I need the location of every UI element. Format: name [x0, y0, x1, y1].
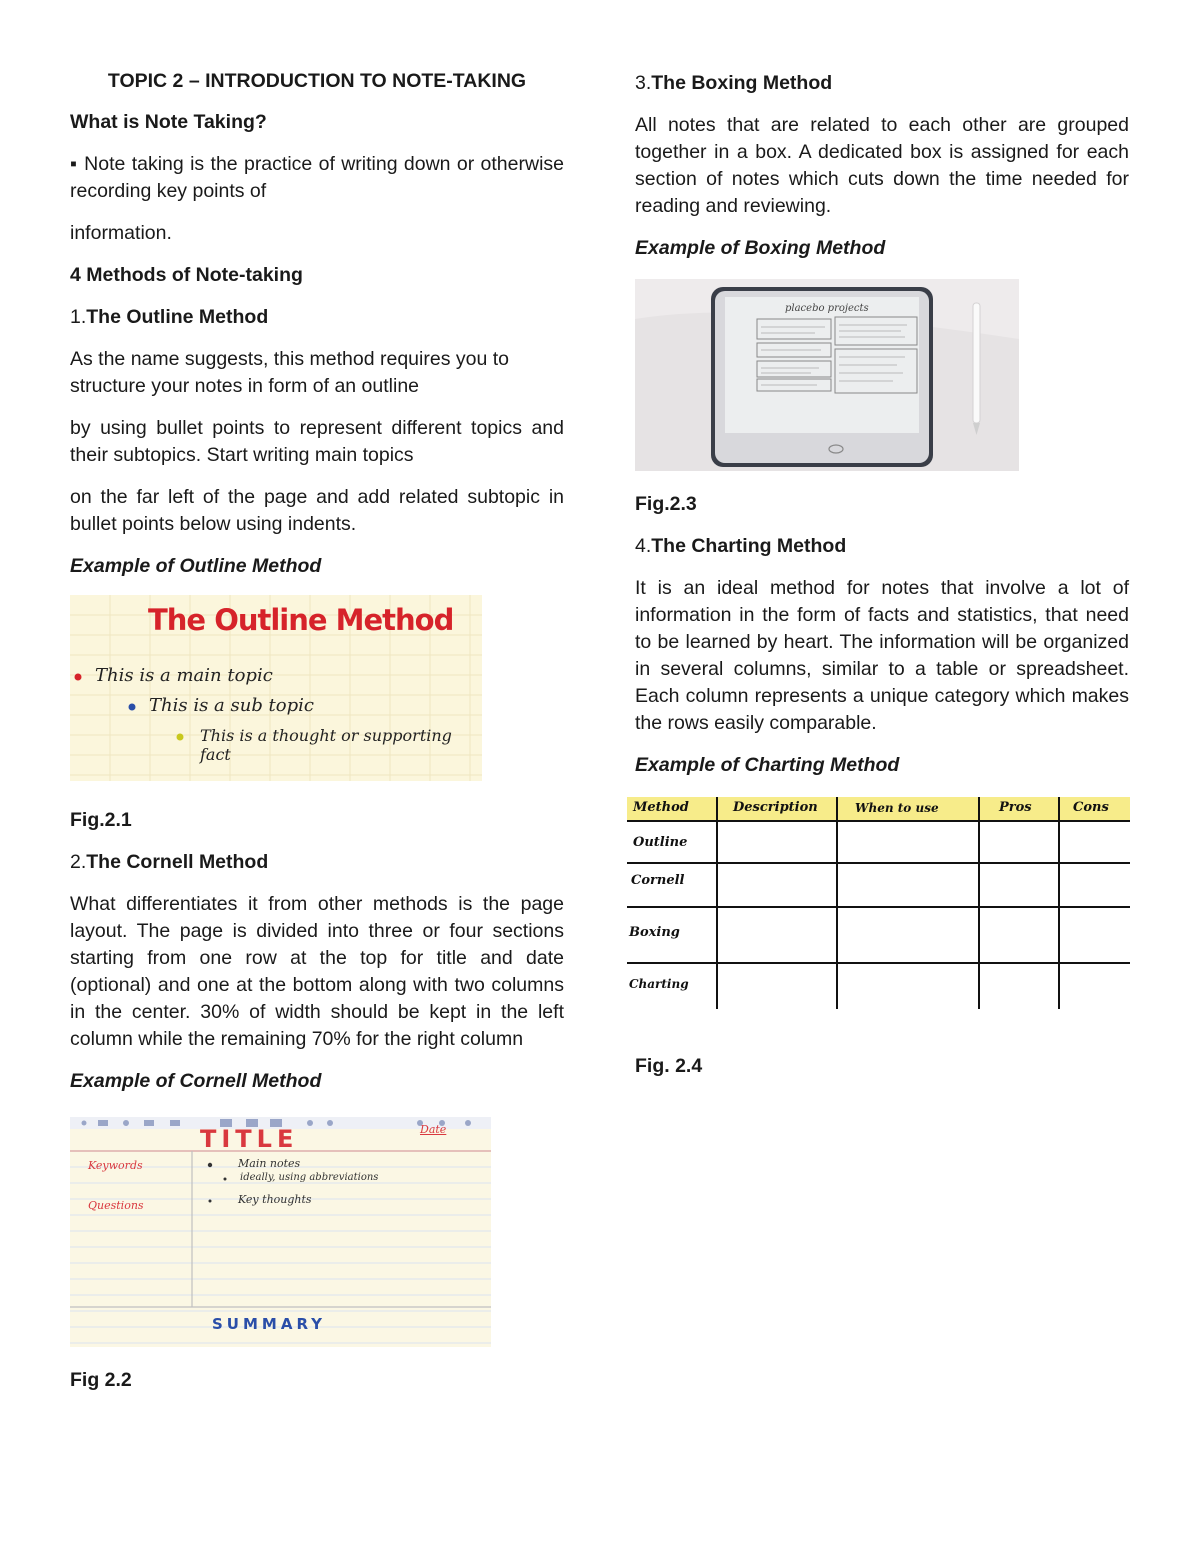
outline-paragraph-2: by using bullet points to represent different topics and their subtopics. Start writing main topics	[70, 417, 564, 466]
fig-2-3-label: Fig.2.3	[635, 493, 697, 515]
cornell-image-date: Date	[420, 1123, 447, 1136]
cornell-title: The Cornell Method	[86, 851, 269, 873]
chart-row-outline: Outline	[633, 835, 688, 850]
cornell-image-questions: Questions	[88, 1199, 144, 1212]
chart-col-cons: Cons	[1073, 800, 1109, 815]
chart-col-when-to-use: When to use	[855, 801, 939, 815]
fig-2-2-label: Fig 2.2	[70, 1369, 132, 1391]
cornell-image-title: TITLE	[200, 1125, 299, 1153]
definition-text: ▪ Note taking is the practice of writing down or otherwise recording key points of	[70, 153, 564, 202]
boxing-image-title: placebo projects	[785, 303, 869, 314]
cornell-method-image	[70, 1117, 491, 1347]
what-is-heading: What is Note Taking?	[70, 111, 267, 133]
fig-2-1-label: Fig.2.1	[70, 809, 132, 831]
fact-bullet	[177, 734, 184, 741]
chart-col-description: Description	[733, 800, 818, 815]
outline-image-fact: This is a thought or supporting fact	[200, 726, 452, 764]
chart-row-boxing: Boxing	[629, 925, 680, 940]
boxing-heading	[635, 70, 1129, 97]
charting-table-lines	[627, 797, 1130, 1009]
outline-image-sub-topic: This is a sub topic	[149, 695, 314, 716]
charting-number: 4.	[635, 535, 652, 557]
boxing-method-image	[635, 279, 1019, 471]
cornell-image-key-thoughts: Key thoughts	[238, 1193, 312, 1206]
outline-image-main-topic: This is a main topic	[95, 665, 273, 686]
outline-example-label: Example of Outline Method	[70, 555, 322, 577]
chart-row-cornell: Cornell	[631, 873, 685, 888]
outline-paragraph-1: As the name suggests, this method requires you to structure your notes in form of an outline	[70, 348, 509, 397]
chart-col-method: Method	[633, 800, 689, 815]
boxing-example-label: Example of Boxing Method	[635, 237, 886, 259]
methods-heading: 4 Methods of Note-taking	[70, 264, 303, 286]
outline-image-title: The Outline Method	[148, 603, 454, 637]
cornell-number: 2.	[70, 851, 87, 873]
outline-heading	[70, 304, 564, 331]
chart-col-pros: Pros	[999, 800, 1032, 815]
cornell-image-main-notes: Main notes	[238, 1157, 301, 1170]
cornell-example-label: Example of Cornell Method	[70, 1070, 322, 1092]
main-bullet	[75, 674, 82, 681]
cornell-paragraph: What differentiates it from other methods is the page layout. The page is divided into three or four sections starting from one row at the top for title and date (optional) and one at the bottom along with two columns in the center. 30% of width should be kept in the left column while the remaining 70% for the right column	[70, 893, 564, 1050]
stylus-pen	[973, 303, 980, 423]
fig-2-4-label: Fig. 2.4	[635, 1055, 703, 1077]
sub-bullet	[129, 704, 136, 711]
definition-text-cont: information.	[70, 222, 172, 244]
left-column	[70, 70, 564, 1409]
cornell-image-ideally: ideally, using abbreviations	[240, 1172, 379, 1183]
charting-method-image	[627, 797, 1130, 1009]
outline-title: The Outline Method	[86, 306, 269, 328]
chart-row-charting: Charting	[629, 977, 689, 991]
charting-example-label: Example of Charting Method	[635, 754, 900, 776]
page-title: TOPIC 2 – INTRODUCTION TO NOTE-TAKING	[107, 70, 527, 92]
cornell-heading	[70, 849, 564, 876]
charting-paragraph: It is an ideal method for notes that involve a lot of information in the form of facts and statistics, that need to be learned by heart. The information will be organized in several columns, similar to a table or spreadsheet. Each column represents a unique category which makes the rows easily comparable.	[635, 577, 1129, 734]
outline-number: 1.	[70, 306, 87, 328]
boxing-title: The Boxing Method	[651, 72, 833, 94]
boxing-number: 3.	[635, 72, 652, 94]
cornell-image-keywords: Keywords	[88, 1159, 143, 1172]
right-column	[629, 70, 1129, 1095]
charting-heading	[635, 533, 1129, 560]
boxing-paragraph: All notes that are related to each other are grouped together in a box. A dedicated box is assigned for each section of notes which cuts down the time needed for reading and reviewing.	[635, 114, 1129, 217]
cornell-image-summary: SUMMARY	[212, 1315, 327, 1333]
outline-method-image	[70, 595, 482, 781]
outline-paragraph-3: on the far left of the page and add related subtopic in bullet points below using indents.	[70, 486, 564, 535]
charting-title: The Charting Method	[651, 535, 847, 557]
